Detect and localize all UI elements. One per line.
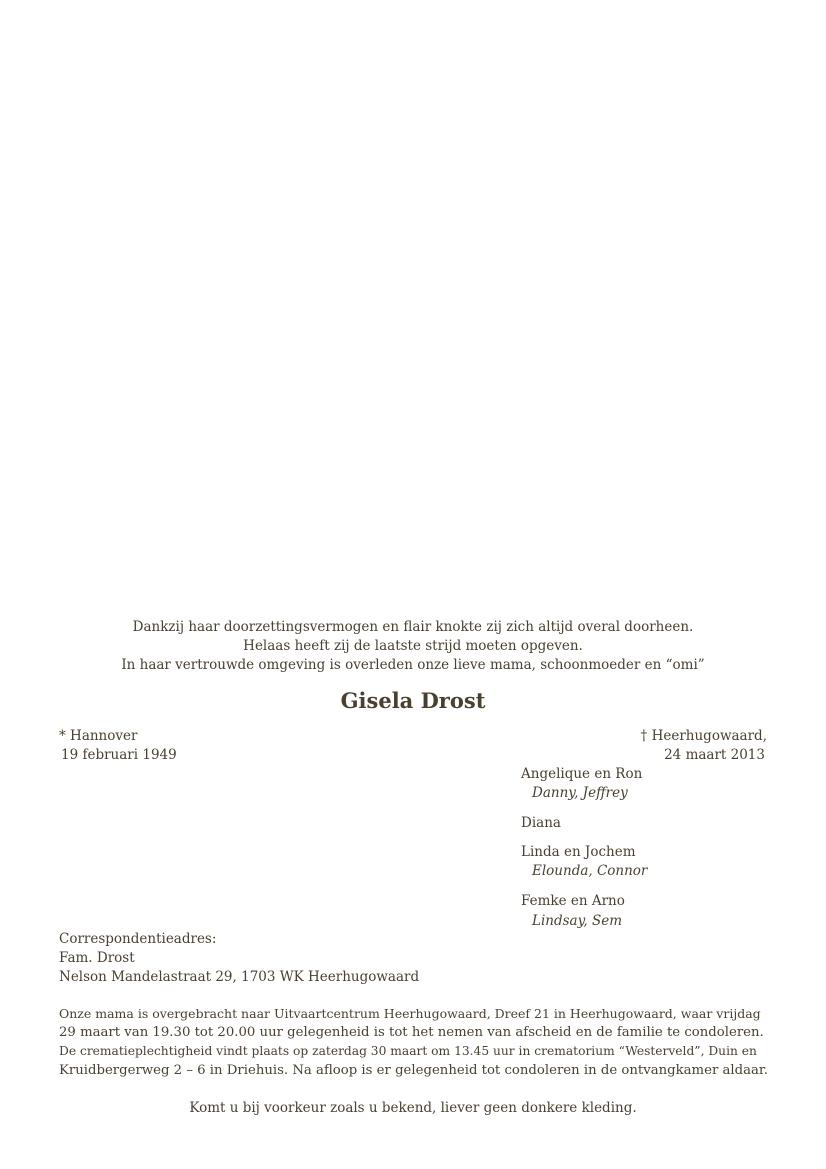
intro-line: Dankzij haar doorzettingsvermogen en flair knokte zij zich altijd overal doorheen.	[132, 619, 694, 635]
correspondence-label: Correspondentieadres:	[59, 931, 217, 947]
details-line: De crematieplechtigheid vindt plaats op zaterdag 30 maart om 13.45 uur in crematorium “Westerveld”, Duin en	[59, 1044, 757, 1058]
birth-place: * Hannover	[59, 728, 138, 744]
intro-text	[0, 618, 826, 675]
funeral-details	[59, 1004, 769, 1080]
deceased-name: Gisela Drost	[340, 688, 486, 713]
family-children: Elounda, Connor	[532, 863, 648, 879]
family-names: Angelique en Ron	[521, 766, 643, 782]
death-date: 24 maart 2013	[664, 747, 765, 763]
intro-line: Helaas heeft zij de laatste strijd moeten opgeven.	[243, 638, 583, 654]
details-line: Onze mama is overgebracht naar Uitvaartcentrum Heerhugowaard, Dreef 21 in Heerhugowaard, waar vrijdag	[59, 1006, 761, 1021]
family-children: Lindsay, Sem	[532, 913, 623, 929]
family-names: Diana	[521, 815, 561, 831]
correspondence-name: Fam. Drost	[59, 950, 135, 966]
family-names: Linda en Jochem	[521, 844, 636, 860]
family-names: Femke en Arno	[521, 893, 625, 909]
closing-note: Komt u bij voorkeur zoals u bekend, liever geen donkere kleding.	[189, 1100, 637, 1116]
birth-date: 19 februari 1949	[61, 747, 177, 763]
death-place: † Heerhugowaard,	[640, 728, 767, 744]
correspondence-address: Nelson Mandelastraat 29, 1703 WK Heerhugowaard	[59, 969, 420, 985]
family-children: Danny, Jeffrey	[532, 785, 628, 801]
details-line: Kruidbergerweg 2 – 6 in Driehuis. Na afloop is er gelegenheid tot condoleren in de ontvangkamer aldaar.	[59, 1063, 769, 1078]
intro-line: In haar vertrouwde omgeving is overleden onze lieve mama, schoonmoeder en “omi”	[121, 657, 705, 673]
details-line: 29 maart van 19.30 tot 20.00 uur gelegenheid is tot het nemen van afscheid en de familie te condoleren.	[59, 1025, 764, 1040]
